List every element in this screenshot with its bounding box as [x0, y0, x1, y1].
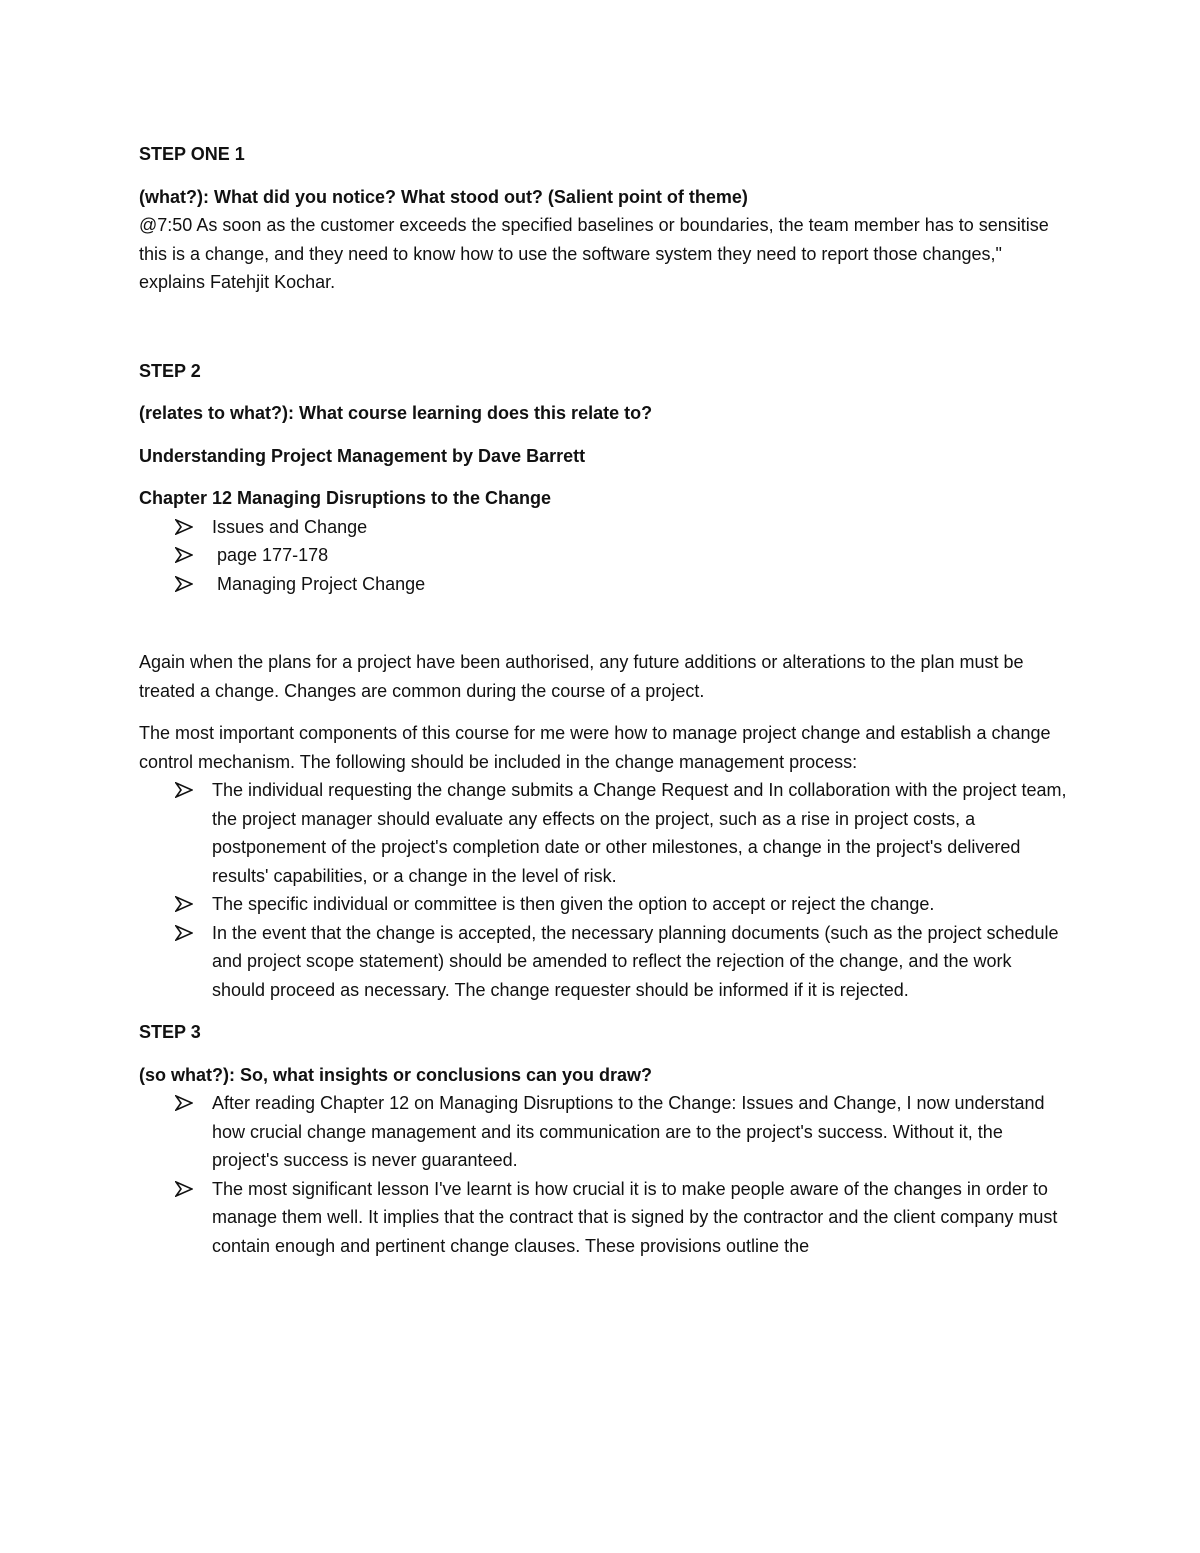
arrow-bullet-icon [175, 519, 193, 535]
arrow-bullet-icon [175, 1181, 193, 1197]
step-two-heading: STEP 2 [139, 360, 201, 381]
arrow-bullet-icon [175, 896, 193, 912]
list-item [139, 1175, 1069, 1261]
list-item [139, 919, 1069, 1005]
step-one-heading: STEP ONE 1 [139, 144, 245, 164]
topic-list [139, 513, 1069, 599]
list-item [139, 890, 1069, 919]
process-text: The specific individual or committee is then given the option to accept or reject the change. [212, 894, 935, 914]
process-text: In the event that the change is accepted, the necessary planning documents (such as the project schedule and project scope statement) should be amended to reflect the rejection of the change, and the work should proceed as necessary. The change requester should be informed if it is rejected. [212, 922, 1059, 1000]
process-list [139, 776, 1069, 1004]
book-title: Understanding Project Management by Dave Barrett [139, 445, 586, 466]
arrow-bullet-icon [175, 782, 193, 798]
list-item [139, 541, 1069, 570]
list-item [139, 776, 1069, 890]
arrow-bullet-icon [175, 1095, 193, 1111]
chapter-title: Chapter 12 Managing Disruptions to the Change [139, 488, 552, 508]
paragraph-course-components: The most important components of this course for me were how to manage project change and establish a change control mechanism. The following should be included in the change management process: [139, 723, 1051, 772]
step-one-quote: @7:50 As soon as the customer exceeds the specified baselines or boundaries, the team member has to sensitise this is a change, and they need to know how to use the software system they need to report those changes," explains Fatehjit Kochar. [139, 215, 1049, 292]
step-two-question: (relates to what?): What course learning does this relate to? [139, 403, 653, 423]
paragraph-change-definition: Again when the plans for a project have been authorised, any future additions or alterations to the plan must be treated a change. Changes are common during the course of a project. [139, 652, 1024, 701]
topic-text: page 177-178 [212, 545, 329, 565]
insight-text: After reading Chapter 12 on Managing Disruptions to the Change: Issues and Change, I now understand how crucial change management and its communication are to the project's success. Without it, the project's success is never guaranteed. [212, 1093, 1045, 1170]
topic-text: Managing Project Change [212, 573, 426, 594]
list-item [139, 1089, 1069, 1175]
arrow-bullet-icon [175, 547, 193, 563]
arrow-bullet-icon [175, 925, 193, 941]
step-three-heading: STEP 3 [139, 1022, 201, 1042]
insights-list [139, 1089, 1069, 1260]
process-text: The individual requesting the change submits a Change Request and In collaboration with the project team, the project manager should evaluate any effects on the project, such as a rise in project costs, a postponement of the project's completion date or other milestones, a change in the project's delivered results' capabilities, or a change in the level of risk. [212, 780, 1067, 886]
step-one-question: (what?): What did you notice? What stood out? (Salient point of theme) [139, 186, 748, 207]
arrow-bullet-icon [175, 576, 193, 592]
list-item [139, 513, 1069, 542]
step-three-question: (so what?): So, what insights or conclusions can you draw? [139, 1064, 653, 1085]
document-page [139, 140, 1069, 1260]
insight-text: The most significant lesson I've learnt is how crucial it is to make people aware of the changes in order to manage them well. It implies that the contract that is signed by the contractor and the client company must contain enough and pertinent change clauses. These provisions outline the [212, 1178, 1058, 1256]
topic-text: Issues and Change [212, 516, 368, 537]
list-item [139, 570, 1069, 599]
